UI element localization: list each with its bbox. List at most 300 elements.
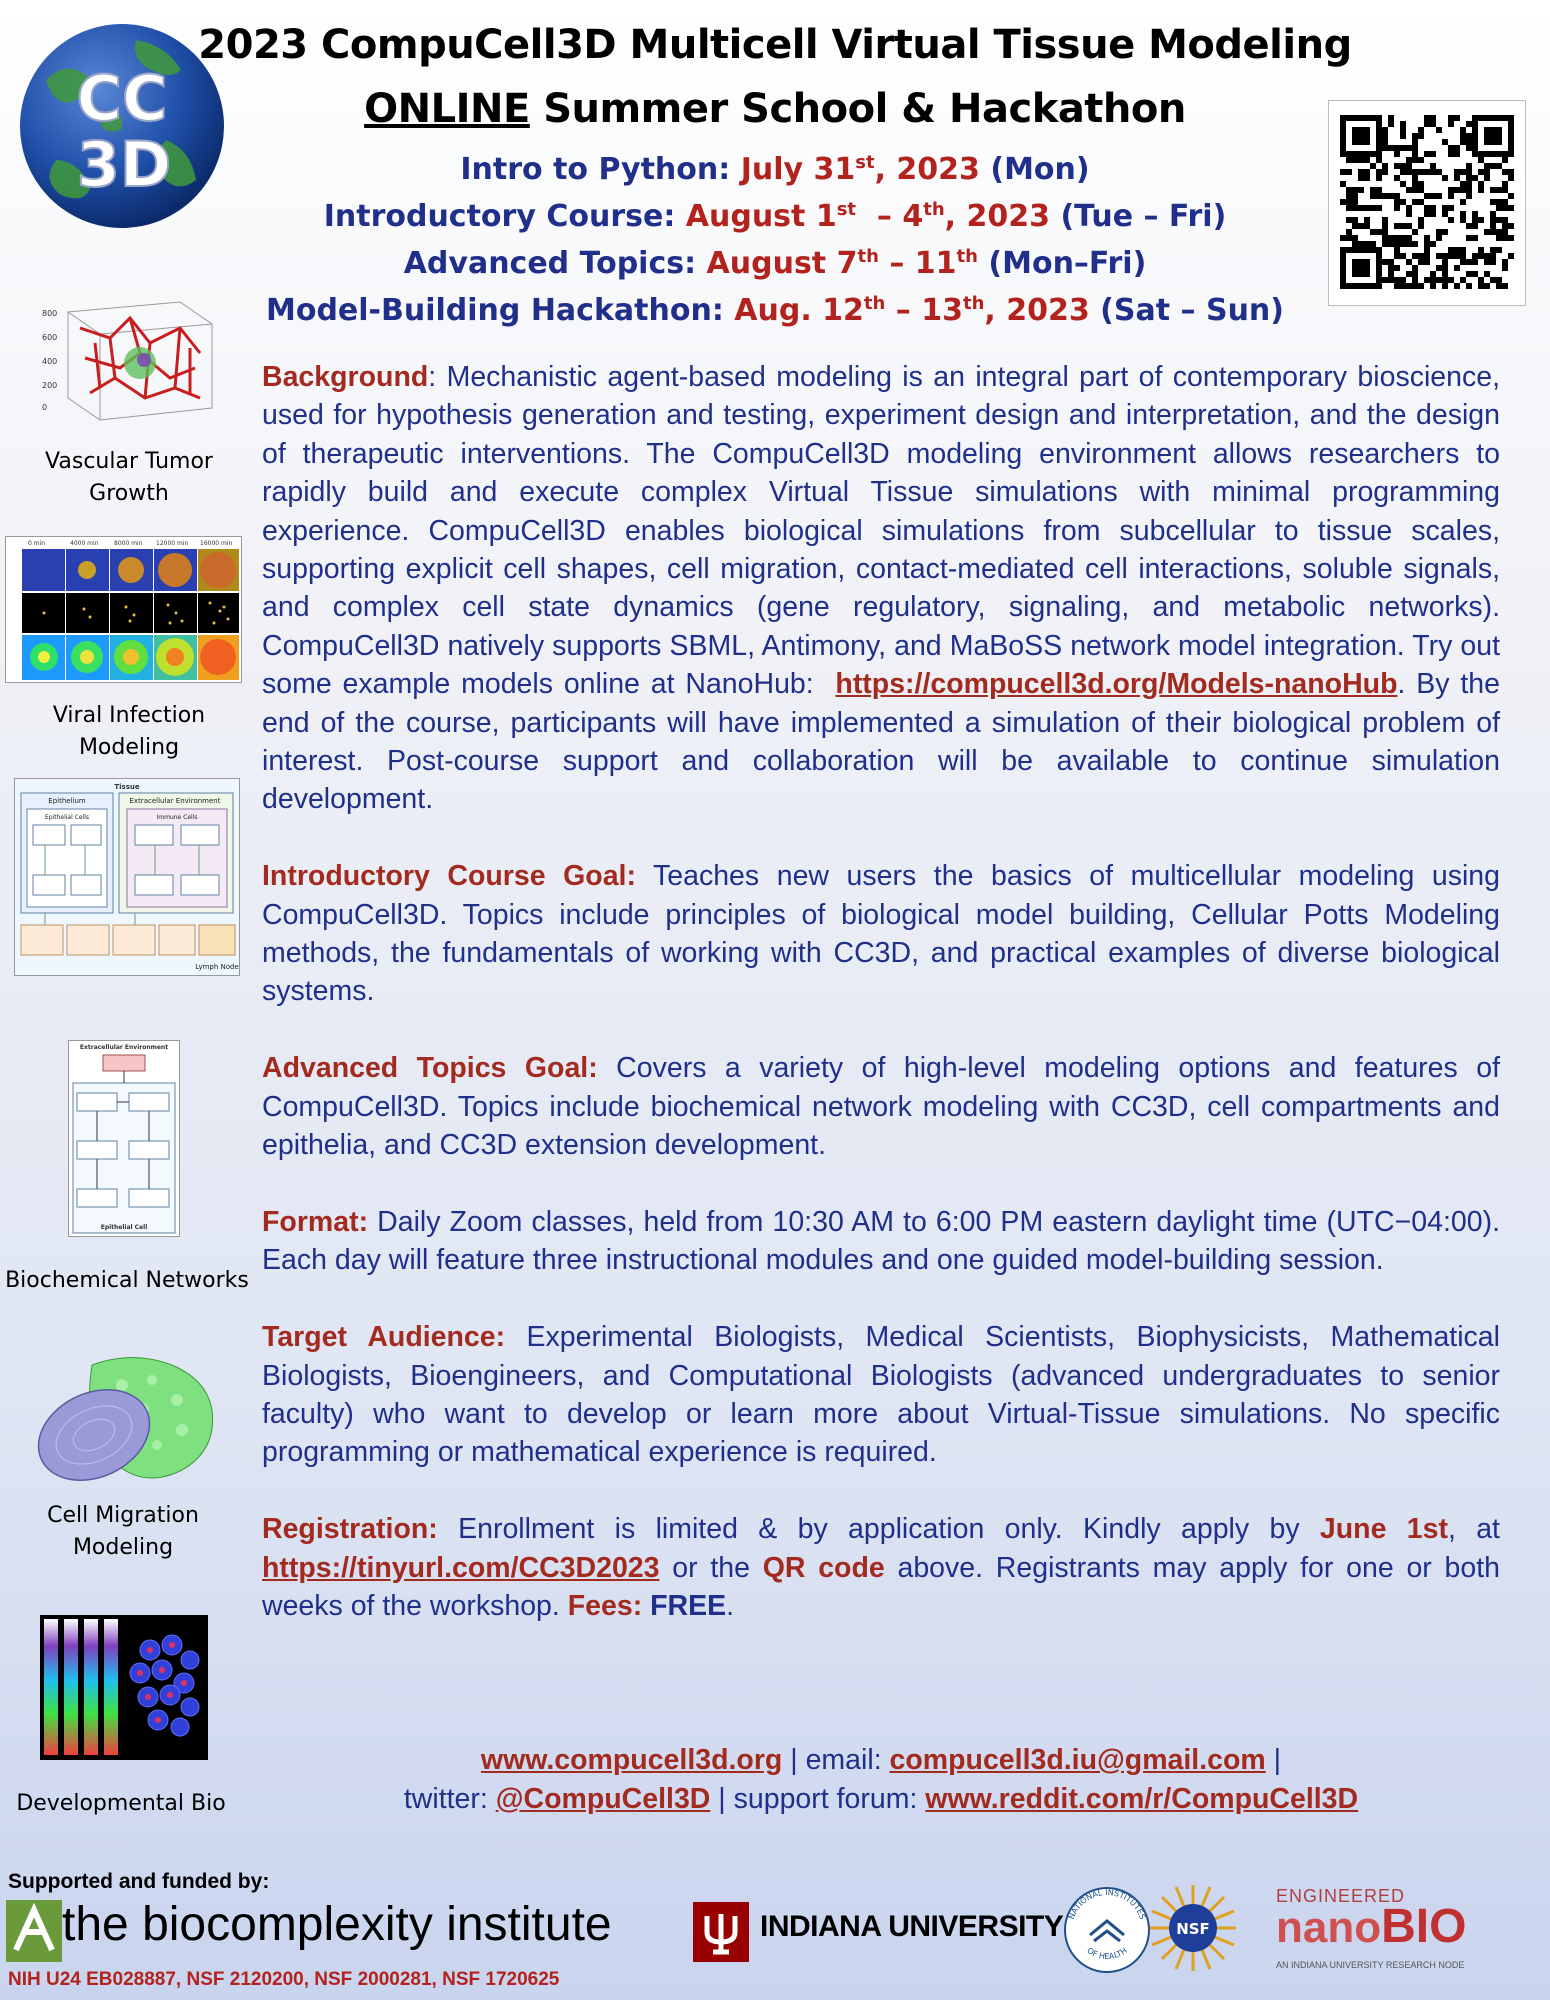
schedule-advanced: Advanced Topics: August 7th – 11th (Mon–Fri) xyxy=(403,246,1147,281)
svg-text:16000 min: 16000 min xyxy=(200,540,233,547)
qr-module xyxy=(1490,229,1496,235)
qr-module xyxy=(1448,151,1454,157)
qr-module xyxy=(1358,187,1364,193)
qr-module xyxy=(1442,283,1448,289)
qr-module xyxy=(1400,277,1406,283)
qr-module xyxy=(1358,115,1364,121)
qr-module xyxy=(1466,187,1472,193)
qr-module xyxy=(1460,199,1466,205)
qr-module xyxy=(1496,139,1502,145)
qr-module xyxy=(1352,271,1358,277)
qr-module xyxy=(1484,115,1490,121)
nanohub-link[interactable]: https://compucell3d.org/Models-nanoHub xyxy=(835,668,1398,701)
page-subtitle xyxy=(180,86,1370,132)
qr-module xyxy=(1454,247,1460,253)
qr-module xyxy=(1412,229,1418,235)
supported-by-label: Supported and funded by: xyxy=(8,1870,270,1893)
qr-module xyxy=(1340,115,1346,121)
qr-module xyxy=(1376,121,1382,127)
qr-module xyxy=(1496,283,1502,289)
qr-module xyxy=(1340,265,1346,271)
qr-module xyxy=(1400,235,1406,241)
qr-module xyxy=(1490,139,1496,145)
qr-module xyxy=(1466,271,1472,277)
qr-module xyxy=(1406,205,1412,211)
qr-module xyxy=(1376,115,1382,121)
qr-module xyxy=(1472,127,1478,133)
qr-module xyxy=(1352,235,1358,241)
qr-module xyxy=(1490,133,1496,139)
qr-module xyxy=(1430,277,1436,283)
qr-module xyxy=(1394,235,1400,241)
qr-module xyxy=(1376,139,1382,145)
qr-module xyxy=(1376,283,1382,289)
qr-module xyxy=(1364,247,1370,253)
main-content xyxy=(262,358,1508,1664)
qr-module xyxy=(1388,145,1394,151)
qr-module xyxy=(1436,277,1442,283)
qr-module xyxy=(1472,259,1478,265)
online-label: ONLINE xyxy=(364,86,530,132)
qr-module xyxy=(1478,247,1484,253)
qr-module xyxy=(1376,259,1382,265)
fees-value: FREE xyxy=(642,1589,727,1622)
qr-module xyxy=(1460,187,1466,193)
svg-text:800: 800 xyxy=(42,309,58,318)
qr-module xyxy=(1406,241,1412,247)
qr-module xyxy=(1502,217,1508,223)
qr-module xyxy=(1430,151,1436,157)
qr-module xyxy=(1370,151,1376,157)
qr-module xyxy=(1466,235,1472,241)
qr-module xyxy=(1358,133,1364,139)
svg-text:12000 min: 12000 min xyxy=(156,540,189,547)
qr-module xyxy=(1346,205,1352,211)
qr-module xyxy=(1394,151,1400,157)
qr-module xyxy=(1508,235,1514,241)
qr-module xyxy=(1466,163,1472,169)
qr-module xyxy=(1346,157,1352,163)
forum-link[interactable]: www.reddit.com/r/CompuCell3D xyxy=(925,1783,1359,1815)
qr-module xyxy=(1400,133,1406,139)
qr-module xyxy=(1394,283,1400,289)
svg-text:200: 200 xyxy=(42,381,58,390)
qr-module xyxy=(1406,283,1412,289)
qr-module xyxy=(1496,235,1502,241)
qr-module xyxy=(1460,247,1466,253)
qr-module xyxy=(1436,253,1442,259)
qr-module xyxy=(1430,205,1436,211)
advanced-goal-section: Advanced Topics Goal: Covers a variety of high-level modeling options and features of CompuCell3D. Topics include biochemical network modeling with CC3D, cell compartments and epithelia, and CC3D extension development. xyxy=(262,1052,1500,1162)
qr-module xyxy=(1412,187,1418,193)
qr-module xyxy=(1412,145,1418,151)
qr-module xyxy=(1478,169,1484,175)
email-link[interactable]: compucell3d.iu@gmail.com xyxy=(889,1744,1266,1776)
qr-module xyxy=(1412,277,1418,283)
qr-module xyxy=(1424,211,1430,217)
qr-module xyxy=(1382,193,1388,199)
qr-module xyxy=(1364,223,1370,229)
qr-module xyxy=(1412,157,1418,163)
qr-module xyxy=(1508,133,1514,139)
svg-text:CC: CC xyxy=(76,62,168,135)
qr-module xyxy=(1370,241,1376,247)
qr-module xyxy=(1340,127,1346,133)
svg-text:0: 0 xyxy=(42,403,48,412)
qr-module xyxy=(1466,121,1472,127)
qr-module xyxy=(1424,235,1430,241)
qr-module xyxy=(1376,205,1382,211)
qr-module xyxy=(1382,217,1388,223)
qr-module xyxy=(1352,283,1358,289)
qr-module xyxy=(1376,265,1382,271)
qr-module xyxy=(1502,259,1508,265)
qr-module xyxy=(1484,283,1490,289)
caption-developmental: Developmental Bio xyxy=(16,1791,226,1816)
qr-module xyxy=(1502,283,1508,289)
qr-module xyxy=(1352,259,1358,265)
qr-module xyxy=(1346,235,1352,241)
biocomplexity-logo-text: the biocomplexity institute xyxy=(62,1898,612,1951)
qr-module xyxy=(1466,223,1472,229)
qr-module xyxy=(1418,187,1424,193)
qr-module xyxy=(1418,157,1424,163)
qr-module xyxy=(1382,259,1388,265)
qr-module xyxy=(1376,157,1382,163)
qr-module xyxy=(1412,175,1418,181)
biochemical-diagram-image xyxy=(68,1040,180,1237)
qr-module xyxy=(1448,145,1454,151)
qr-module xyxy=(1412,139,1418,145)
qr-module xyxy=(1448,253,1454,259)
qr-module xyxy=(1364,169,1370,175)
qr-module xyxy=(1478,217,1484,223)
qr-module xyxy=(1424,151,1430,157)
qr-module xyxy=(1418,169,1424,175)
fees-label: Fees: xyxy=(567,1589,643,1622)
qr-module xyxy=(1466,145,1472,151)
qr-module xyxy=(1484,259,1490,265)
qr-module xyxy=(1424,115,1430,121)
qr-module xyxy=(1418,217,1424,223)
qr-module xyxy=(1376,169,1382,175)
qr-module xyxy=(1442,229,1448,235)
qr-module xyxy=(1340,259,1346,265)
qr-module xyxy=(1346,169,1352,175)
qr-module xyxy=(1400,199,1406,205)
qr-module xyxy=(1346,151,1352,157)
qr-module xyxy=(1436,127,1442,133)
qr-module xyxy=(1412,169,1418,175)
qr-module xyxy=(1496,151,1502,157)
qr-module xyxy=(1430,271,1436,277)
qr-module xyxy=(1340,145,1346,151)
qr-module xyxy=(1340,139,1346,145)
qr-module xyxy=(1364,115,1370,121)
nanobio-logo: ENGINEERED nanoBIO AN INDIANA UNIVERSITY RESEARCH NODE xyxy=(1276,1886,1516,1966)
svg-text:400: 400 xyxy=(42,357,58,366)
qr-module xyxy=(1364,151,1370,157)
qr-module xyxy=(1502,157,1508,163)
qr-module xyxy=(1412,151,1418,157)
qr-module xyxy=(1496,277,1502,283)
qr-module xyxy=(1454,265,1460,271)
qr-module xyxy=(1484,253,1490,259)
qr-module xyxy=(1460,169,1466,175)
svg-text:Epithelial Cells: Epithelial Cells xyxy=(44,814,90,821)
qr-module xyxy=(1502,151,1508,157)
qr-module xyxy=(1376,151,1382,157)
qr-module xyxy=(1352,265,1358,271)
intro-goal-section: Introductory Course Goal: Teaches new users the basics of multicellular modeling using CompuCell3D. Topics include principles of biological model building, Cellular Potts Modeling methods, the fundamentals of working with CC3D, and practical examples of diverse biological systems. xyxy=(262,860,1500,1008)
qr-module xyxy=(1358,175,1364,181)
qr-module xyxy=(1418,259,1424,265)
qr-module xyxy=(1352,205,1358,211)
qr-module xyxy=(1406,169,1412,175)
qr-module xyxy=(1490,211,1496,217)
schedule-hackathon: Model-Building Hackathon: Aug. 12th – 13th, 2023 (Sat – Sun) xyxy=(265,293,1285,328)
qr-module xyxy=(1430,163,1436,169)
website-link[interactable]: www.compucell3d.org xyxy=(480,1744,783,1776)
qr-module xyxy=(1496,187,1502,193)
qr-module xyxy=(1430,115,1436,121)
svg-text:OF HEALTH: OF HEALTH xyxy=(1085,1945,1129,1962)
qr-module xyxy=(1400,127,1406,133)
subtitle-rest: Summer School & Hackathon xyxy=(529,86,1186,132)
qr-module xyxy=(1454,151,1460,157)
audience-section: Target Audience: Experimental Biologists, Medical Scientists, Biophysicists, Mathematical Biologists, Bioengineers, and Computational Biologists (advanced undergraduates to senior faculty) who want to develop or learn more about Virtual-Tissue simulations. No specific programming or mathematical experience is required. xyxy=(262,1321,1500,1469)
qr-module xyxy=(1508,151,1514,157)
registration-link[interactable]: https://tinyurl.com/CC3D2023 xyxy=(262,1551,660,1584)
qr-module xyxy=(1460,217,1466,223)
schedule-python: Intro to Python: July 31st, 2023 (Mon) xyxy=(460,152,1090,187)
qr-module xyxy=(1508,169,1514,175)
qr-module xyxy=(1472,253,1478,259)
qr-module xyxy=(1460,259,1466,265)
qr-module xyxy=(1436,169,1442,175)
qr-module xyxy=(1454,283,1460,289)
qr-module xyxy=(1406,271,1412,277)
qr-module xyxy=(1502,115,1508,121)
qr-module xyxy=(1382,163,1388,169)
qr-module xyxy=(1466,181,1472,187)
svg-text:600: 600 xyxy=(42,333,58,342)
qr-module xyxy=(1346,217,1352,223)
qr-module xyxy=(1382,241,1388,247)
qr-module xyxy=(1406,223,1412,229)
qr-module xyxy=(1448,187,1454,193)
caption-migration: Cell Migration Modeling xyxy=(47,1503,199,1560)
qr-module xyxy=(1436,235,1442,241)
qr-code-reference: QR code xyxy=(762,1551,885,1584)
caption-viral: Viral Infection Modeling xyxy=(52,703,206,760)
qr-module xyxy=(1412,265,1418,271)
qr-module xyxy=(1340,169,1346,175)
qr-module xyxy=(1382,169,1388,175)
qr-module xyxy=(1502,235,1508,241)
qr-module xyxy=(1376,247,1382,253)
qr-module xyxy=(1388,271,1394,277)
caption-biochemical: Biochemical Networks xyxy=(5,1268,249,1293)
qr-module xyxy=(1364,259,1370,265)
qr-module xyxy=(1478,115,1484,121)
qr-module xyxy=(1418,283,1424,289)
qr-module xyxy=(1424,121,1430,127)
qr-module xyxy=(1484,151,1490,157)
qr-module xyxy=(1508,175,1514,181)
qr-module xyxy=(1370,163,1376,169)
qr-module xyxy=(1394,193,1400,199)
qr-module xyxy=(1388,235,1394,241)
qr-module xyxy=(1502,187,1508,193)
advanced-goal-label: Advanced Topics Goal: xyxy=(262,1052,598,1085)
qr-module xyxy=(1364,205,1370,211)
qr-module xyxy=(1436,265,1442,271)
qr-module xyxy=(1340,235,1346,241)
qr-module xyxy=(1394,163,1400,169)
qr-module xyxy=(1364,271,1370,277)
qr-module xyxy=(1388,265,1394,271)
qr-code[interactable] xyxy=(1328,100,1526,306)
qr-module xyxy=(1388,193,1394,199)
qr-module xyxy=(1484,169,1490,175)
qr-module xyxy=(1382,133,1388,139)
qr-module xyxy=(1460,253,1466,259)
qr-module xyxy=(1466,133,1472,139)
contact-line-1: www.compucell3d.org | email: compucell3d.iu@gmail.com | xyxy=(480,1744,1282,1776)
qr-module xyxy=(1460,181,1466,187)
qr-module xyxy=(1382,139,1388,145)
qr-module xyxy=(1346,199,1352,205)
qr-module xyxy=(1358,157,1364,163)
svg-text:8000 min: 8000 min xyxy=(114,540,143,547)
qr-module xyxy=(1376,145,1382,151)
qr-module xyxy=(1340,283,1346,289)
qr-module xyxy=(1352,193,1358,199)
qr-module xyxy=(1472,145,1478,151)
qr-module xyxy=(1370,205,1376,211)
qr-module xyxy=(1430,121,1436,127)
qr-module xyxy=(1340,253,1346,259)
qr-module xyxy=(1478,151,1484,157)
qr-module xyxy=(1412,181,1418,187)
qr-module xyxy=(1346,187,1352,193)
qr-module xyxy=(1400,163,1406,169)
qr-module xyxy=(1352,187,1358,193)
qr-module xyxy=(1346,283,1352,289)
qr-module xyxy=(1508,115,1514,121)
qr-module xyxy=(1382,145,1388,151)
qr-module xyxy=(1442,277,1448,283)
qr-module xyxy=(1346,115,1352,121)
qr-module xyxy=(1424,241,1430,247)
qr-module xyxy=(1424,253,1430,259)
qr-module xyxy=(1478,181,1484,187)
qr-module xyxy=(1508,145,1514,151)
qr-module xyxy=(1496,115,1502,121)
qr-module xyxy=(1424,169,1430,175)
qr-module xyxy=(1406,235,1412,241)
qr-module xyxy=(1484,175,1490,181)
qr-module xyxy=(1418,199,1424,205)
iu-trident-icon xyxy=(693,1902,749,1962)
qr-module xyxy=(1364,283,1370,289)
qr-module xyxy=(1364,133,1370,139)
qr-module xyxy=(1388,115,1394,121)
qr-module xyxy=(1490,223,1496,229)
qr-module xyxy=(1370,193,1376,199)
qr-module xyxy=(1448,205,1454,211)
qr-module xyxy=(1382,223,1388,229)
qr-module xyxy=(1352,247,1358,253)
qr-module xyxy=(1454,175,1460,181)
qr-module xyxy=(1430,193,1436,199)
qr-module xyxy=(1508,223,1514,229)
qr-module xyxy=(1466,139,1472,145)
qr-module xyxy=(1382,127,1388,133)
qr-module xyxy=(1424,193,1430,199)
nih-seal-icon xyxy=(1062,1885,1152,1975)
qr-module xyxy=(1448,277,1454,283)
qr-module xyxy=(1490,199,1496,205)
qr-module xyxy=(1358,205,1364,211)
qr-module xyxy=(1466,283,1472,289)
qr-module xyxy=(1496,199,1502,205)
nsf-seal-icon xyxy=(1148,1883,1238,1973)
qr-module xyxy=(1340,277,1346,283)
twitter-link[interactable]: @CompuCell3D xyxy=(495,1783,711,1815)
qr-module xyxy=(1358,271,1364,277)
qr-module xyxy=(1478,157,1484,163)
deadline: June 1st xyxy=(1319,1513,1448,1546)
qr-module xyxy=(1376,127,1382,133)
qr-module xyxy=(1406,187,1412,193)
qr-module xyxy=(1424,259,1430,265)
qr-module xyxy=(1496,127,1502,133)
qr-module xyxy=(1340,121,1346,127)
qr-module xyxy=(1376,187,1382,193)
qr-module xyxy=(1508,121,1514,127)
qr-module xyxy=(1430,241,1436,247)
svg-text:NSF: NSF xyxy=(1176,1920,1210,1938)
qr-module xyxy=(1472,223,1478,229)
qr-module xyxy=(1502,181,1508,187)
qr-module xyxy=(1376,193,1382,199)
format-label: Format: xyxy=(262,1205,369,1238)
qr-module xyxy=(1430,211,1436,217)
qr-module xyxy=(1454,253,1460,259)
qr-module xyxy=(1460,133,1466,139)
svg-text:0 min: 0 min xyxy=(28,540,46,547)
svg-text:Tissue: Tissue xyxy=(114,783,140,791)
qr-module xyxy=(1394,277,1400,283)
qr-module xyxy=(1406,163,1412,169)
qr-module xyxy=(1400,145,1406,151)
qr-module xyxy=(1502,205,1508,211)
qr-module xyxy=(1388,121,1394,127)
qr-module xyxy=(1412,241,1418,247)
qr-module xyxy=(1472,175,1478,181)
qr-module xyxy=(1412,271,1418,277)
qr-module xyxy=(1484,229,1490,235)
qr-module xyxy=(1478,253,1484,259)
qr-module xyxy=(1478,187,1484,193)
svg-text:Extracellular Environment: Extracellular Environment xyxy=(129,797,221,805)
caption-vascular: Vascular Tumor Growth xyxy=(45,449,213,506)
qr-module xyxy=(1502,223,1508,229)
cell-migration-image xyxy=(32,1355,217,1485)
qr-module xyxy=(1358,241,1364,247)
